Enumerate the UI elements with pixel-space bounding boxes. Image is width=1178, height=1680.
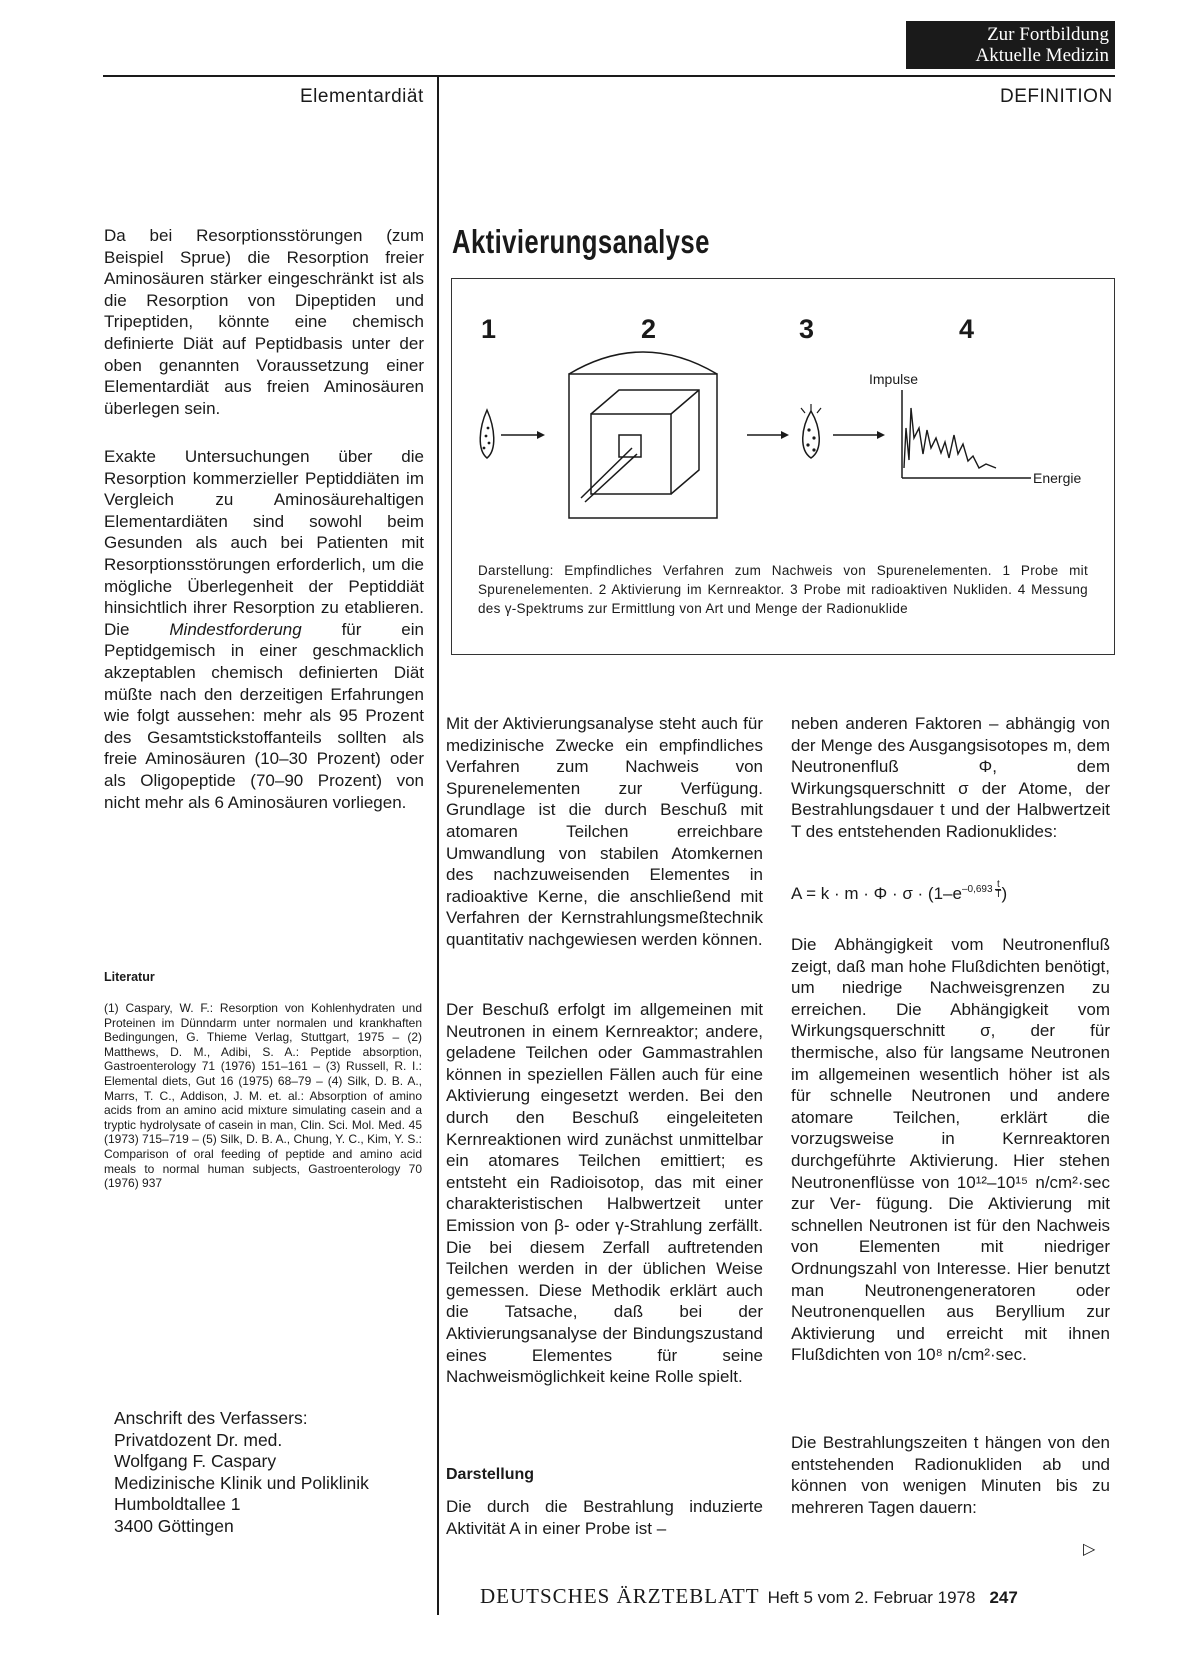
- article-paragraph-2: Der Beschuß erfolgt im allgemeinen mit Neutronen in einem Kernreaktor; andere, geladene Teilchen oder Gammastrahlen können in speziellen Fällen auch für eine Aktivierung eingesetzt werden. Bei den durch den Beschuß eingeleiteten Kernreaktionen wird zunächst unmittelbar ein atomares Teilchen emittiert; es entsteht ein Radioisotop, das mit einer charakteristischen Halbwertzeit unter Emission von β- oder γ-Strahlung zerfällt. Die bei diesem Zerfall auftretenden Teilchen werden in der üblichen Weise gemessen. Diese Methodik erklärt auch die Tatsache, daß bei der Aktivierungsanalyse der Bindungszustand eines Elementes für seine Nachweismöglichkeit keine Rolle spielt.: [446, 1000, 763, 1387]
- left-paragraph-2: [104, 446, 424, 813]
- article-paragraph-5: [791, 934, 1110, 1366]
- author-address: [114, 1408, 369, 1538]
- left-paragraph-2-cont: für ein Peptidgemisch in einer geschmacklich akzeptablen chemisch definierten Diät müßte nach den derzeitigen Erfahrungen wie folgt aussehen: mehr als 95 Prozent des Gesamtstickstoffanteils sollten als freie Aminosäuren (10–30 Prozent) oder als Oligopeptide (70–90 Prozent) von nicht mehr als 6 Aminosäuren vorliegen.: [104, 619, 424, 812]
- radioactive-sample-icon: [801, 404, 821, 458]
- flux-value-fast: 10⁸ n/cm²·sec.: [916, 1345, 1027, 1365]
- paragraph-5-part-a: Die Abhängigkeit vom Neutronenfluß zeigt, daß man hohe Flußdichten benötigt, um niedrige Nachweisgrenzen zu erreichen. Die Abhängigkeit vom Wirkungsquerschnitt σ, der für thermische, also für langsame Neutronen im allgemeinen wesentlich höher ist als für schnelle Neutronen und andere atomare Teilchen, erklärt die vorzugsweise in Kernreaktoren durchgeführte Aktivierung. Hier stehen Neutronenflüsse von: [791, 935, 1110, 1192]
- impulse-axis-label: Impulse: [869, 371, 919, 387]
- literature-heading: Literatur: [104, 970, 155, 984]
- arrow-3-icon: [833, 431, 885, 439]
- formula-exponent-text: –0,693: [961, 884, 993, 896]
- article-paragraph-6: Die Bestrahlungszeiten t hängen von den entstehenden Radionukliden ab und können von wenigen Minuten bis zu mehreren Tagen dauern:: [791, 1433, 1110, 1517]
- issue-info: Heft 5 vom 2. Februar 1978: [767, 1588, 976, 1607]
- figure-diagram: [451, 278, 1115, 578]
- badge-line-1: Zur Fortbildung: [987, 24, 1109, 45]
- right-section-header: DEFINITION: [1000, 86, 1113, 107]
- article-paragraph-4: neben anderen Faktoren – abhängig von der Menge des Ausgangsisotopes m, dem Neutronenfluß Φ, dem Wirkungsquerschnitt σ der Atome, der Bestrahlungsdauer t und der Halbwertzeit T des entstehenden Radionuklides:: [791, 714, 1110, 841]
- emphasis-term: Mindestforderung: [169, 619, 302, 639]
- arrow-1-icon: [501, 431, 545, 439]
- left-section-header: Elementardiät: [300, 86, 424, 107]
- column-divider: [437, 75, 439, 1615]
- reactor-icon: [569, 352, 717, 518]
- top-rule: [103, 75, 1115, 77]
- address-line: Privatdozent Dr. med.: [114, 1429, 283, 1450]
- address-line: Anschrift des Verfassers:: [114, 1408, 308, 1428]
- journal-name: DEUTSCHES ÄRZTEBLATT: [480, 1584, 760, 1608]
- gamma-spectrum-chart: [869, 371, 1081, 486]
- arrow-2-icon: [747, 431, 789, 439]
- page-footer: [480, 1584, 1018, 1609]
- figure-caption: Darstellung: Empfindliches Verfahren zum Nachweis von Spurenelementen. 1 Probe mit Spurenelementen. 2 Aktivierung im Kernreaktor. 3 Probe mit radioaktiven Nukliden. 4 Messung des γ-Spektrums zur Ermittlung von Art und Menge der Radionuklide: [478, 563, 1088, 616]
- article-paragraph-1: Mit der Aktivierungsanalyse steht auch für medizinische Zwecke ein empfindliches Verfahren zum Nachweis von Spurenelementen zur Verfügung. Grundlage ist die durch Beschuß mit atomaren Teilchen erreichbare Umwandlung von stabilen Atomkernen des nachzuweisenden Elementes in radioaktive Kerne, die anschließend mit Verfahren der Kernstrahlungsmeßtechnik quantitativ nachgewiesen werden können.: [446, 714, 763, 949]
- flux-range-thermal: 10¹²–10¹⁵ n/cm²·sec zur Ver-: [791, 1172, 1110, 1214]
- article-paragraph-3: Die durch die Bestrahlung induzierte Aktivität A in einer Probe ist –: [446, 1497, 763, 1538]
- step-number-2: 2: [641, 314, 657, 344]
- badge-line-2: Aktuelle Medizin: [975, 45, 1109, 66]
- continue-arrow-icon: ▷: [1083, 1541, 1096, 1558]
- literature-text: (1) Caspary, W. F.: Resorption von Kohlenhydraten und Proteinen im Dünndarm unter normalen und krankhaften Bedingungen, G. Thieme Verlag, Stuttgart, 1975 – (2) Matthews, D. M., Adibi, S. A.: Peptide absorption, Gastroenterology 71 (1976) 151–161 – (3) Russell, R. I.: Elemental diets, Gut 16 (1975) 68–79 – (4) Silk, D. B. A., Marrs, T. C., Addison, J. M. et. al.: Absorption of amino acids from an amino acid mixture simulating casein and a tryptic hydrolysate of casein in man, Clin. Sci. Mol. Med. 45 (1973) 715–719 – (5) Silk, D. B. A., Chung, Y. C., Kim, Y. S.: Comparison of oral feeding of peptide and amino acid meals to normal human subjects, Gastroenterology 70 (1976) 937: [104, 1001, 422, 1191]
- paragraph-5-part-b: fügung. Die Aktivierung mit schnellen Neutronen ist für den Nachweis von Elementen mit niedriger Ordnungszahl von Interesse. Hier benutzt man Neutronengeneratoren oder Neutronenquellen aus Beryllium zur Aktivierung und erreicht mit ihnen Flußdichten von: [791, 1194, 1110, 1365]
- section-subheading: Darstellung: [446, 1466, 535, 1483]
- address-line: Wolfgang F. Caspary: [114, 1451, 277, 1472]
- formula-exponent: [961, 879, 1002, 900]
- address-line: Medizinische Klinik und Poliklinik: [114, 1472, 369, 1493]
- formula-close: ): [1001, 883, 1008, 903]
- activity-formula: [791, 880, 1007, 904]
- fraction-denominator: T: [995, 889, 1002, 900]
- section-badge: [906, 21, 1115, 69]
- address-line: Humboldtallee 1: [114, 1494, 241, 1515]
- sample-1-icon: [480, 410, 494, 458]
- step-number-1: 1: [481, 314, 497, 344]
- page-number: 247: [989, 1588, 1018, 1607]
- step-number-4: 4: [959, 314, 975, 344]
- energy-axis-label: Energie: [1033, 470, 1082, 486]
- left-paragraph-2-text: Exakte Untersuchungen über die Resorption kommerzieller Peptiddiäten im Vergleich zu Aminosäurehaltigen Elementardiäten sind sowohl beim Gesunden als auch bei Patienten mit Resorptionsstörungen erforderlich, um die mögliche Überlegenheit der Peptiddiät hinsichtlich ihrer Resorption zu etablieren. Die: [104, 447, 424, 639]
- address-line: 3400 Göttingen: [114, 1515, 234, 1536]
- article-title: Aktivierungsanalyse: [452, 223, 710, 260]
- left-paragraph-1: Da bei Resorptionsstörungen (zum Beispiel Sprue) die Resorption freier Aminosäuren stärker eingeschränkt ist als die Resorption von Dipeptiden und Tripeptiden, könnte eine chemisch definierte Diät auf Peptidbasis unter der oben genannten Voraussetzung einer Elementardiät aus freien Aminosäuren überlegen sein.: [104, 226, 424, 418]
- formula-main: A = k · m · Φ · σ · (1–e: [791, 883, 962, 903]
- fraction-numerator: t: [996, 879, 1000, 890]
- step-number-3: 3: [799, 314, 815, 344]
